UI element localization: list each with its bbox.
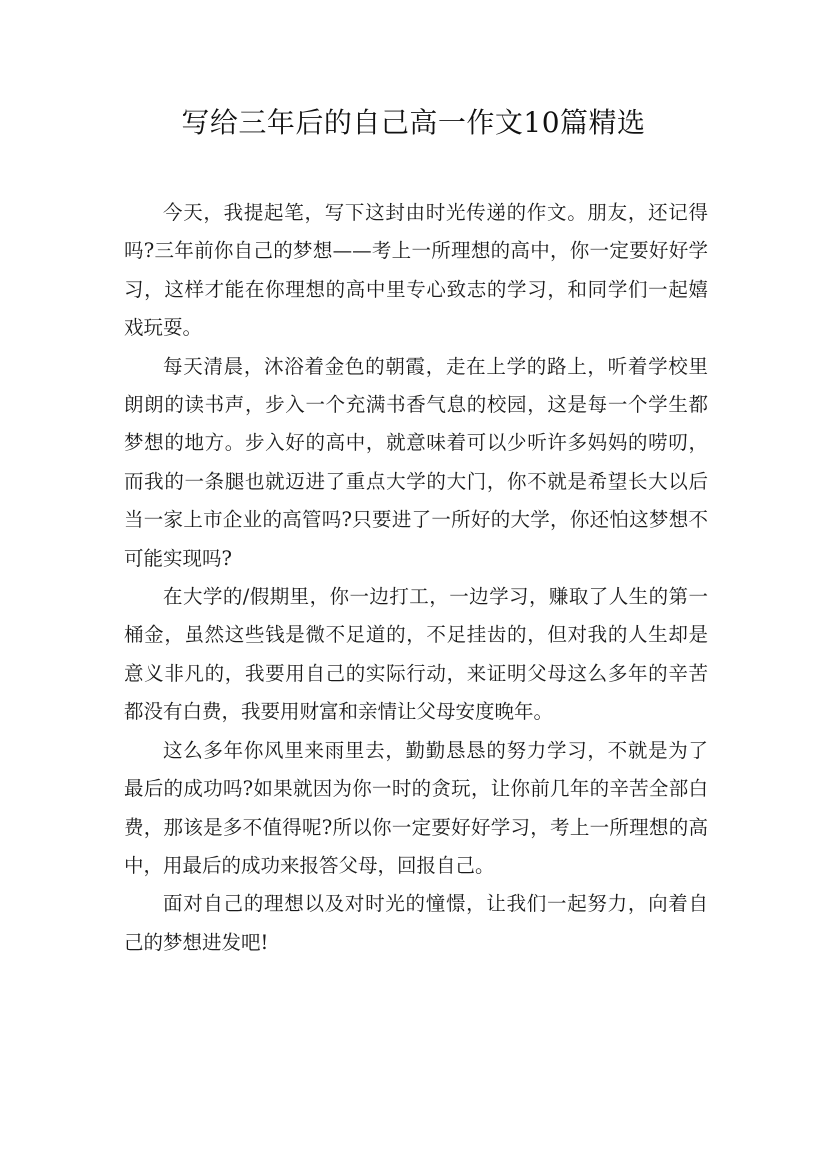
paragraph-5: 面对自己的理想以及对时光的憧憬，让我们一起努力，向着自己的梦想进发吧! bbox=[124, 892, 708, 954]
paragraph-2: 每天清晨，沐浴着金色的朝霞，走在上学的路上，听着学校里朗朗的读书声，步入一个充满书香气息的校园，这是每一个学生都梦想的地方。步入好的高中，就意味着可以少听许多妈妈的唠叨，而我的一条腿也就迈进了重点大学的大门，你不就是希望长大以后当一家上市企业的高管吗?只要进了一所好的大学，你还怕这梦想不可能实现吗? bbox=[124, 354, 708, 570]
article-body bbox=[124, 194, 708, 962]
paragraph-3: 在大学的/假期里，你一边打工，一边学习，赚取了人生的第一桶金，虽然这些钱是微不足道的，不足挂齿的，但对我的人生却是意义非凡的，我要用自己的实际行动，来证明父母这么多年的辛苦都没有白费，我要用财富和亲情让父母安度晚年。 bbox=[124, 585, 708, 724]
paragraph-1: 今天，我提起笔，写下这封由时光传递的作文。朋友，还记得吗?三年前你自己的梦想——考上一所理想的高中，你一定要好好学习，这样才能在你理想的高中里专心致志的学习，和同学们一起嬉戏玩耍。 bbox=[124, 201, 708, 340]
page-title: 写给三年后的自己高一作文10篇精选 bbox=[181, 106, 646, 139]
paragraph-4: 这么多年你风里来雨里去，勤勤恳恳的努力学习，不就是为了最后的成功吗?如果就因为你一时的贪玩，让你前几年的辛苦全部白费，那该是多不值得呢?所以你一定要好好学习，考上一所理想的高中，用最后的成功来报答父母，回报自己。 bbox=[124, 738, 708, 877]
